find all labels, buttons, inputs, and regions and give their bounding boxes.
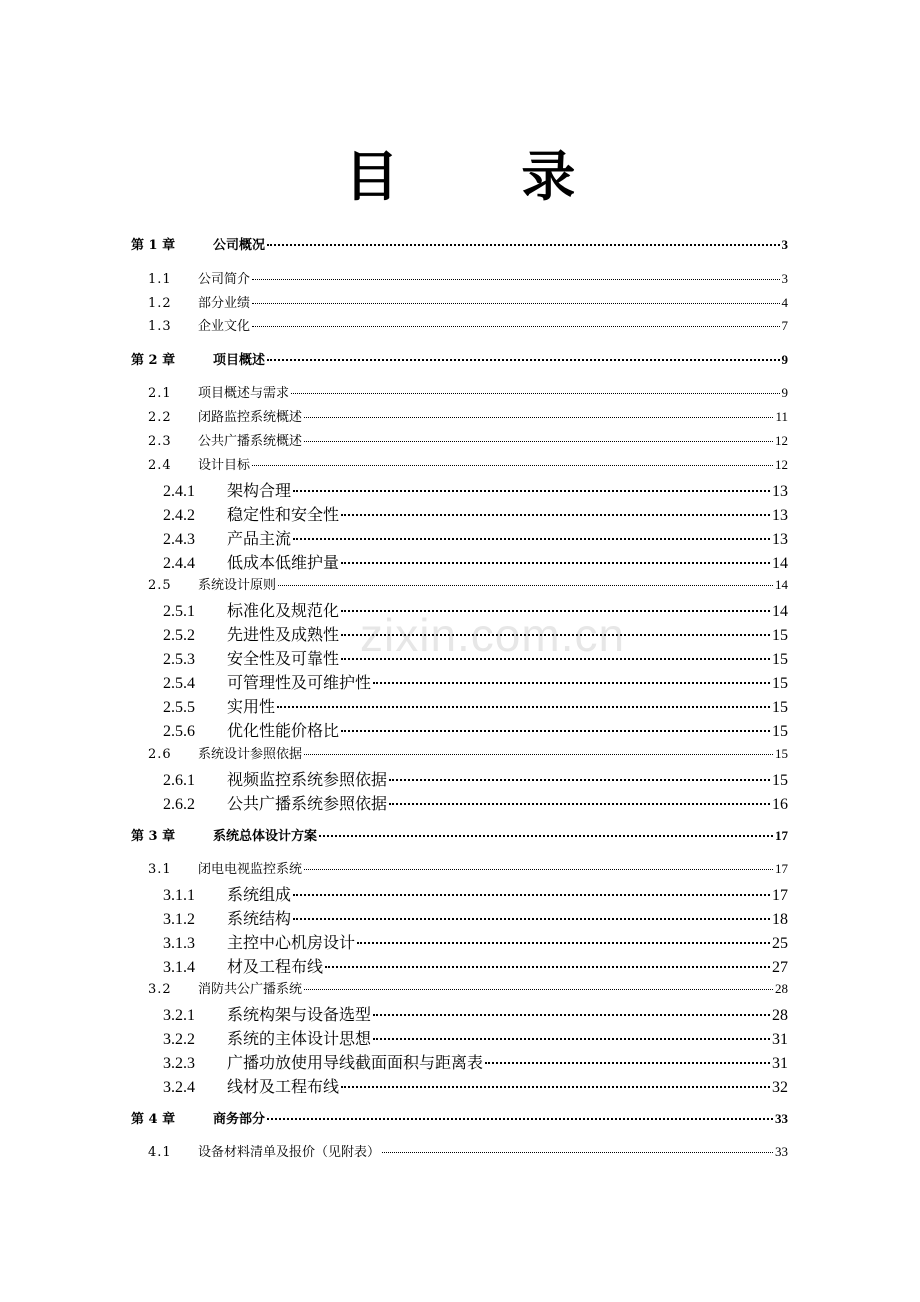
toc-entry-number: 1.2 bbox=[148, 296, 172, 311]
toc-entry[interactable] bbox=[163, 906, 788, 929]
toc-entry-title: 设计目标 bbox=[198, 458, 251, 473]
toc-entry-number: 2.5.4 bbox=[163, 675, 195, 692]
toc-entry-page: 4 bbox=[781, 295, 788, 310]
toc-entry-title: 标准化及规范化 bbox=[227, 601, 340, 620]
toc-entry[interactable] bbox=[163, 930, 788, 953]
toc-entry-page: 9 bbox=[781, 385, 788, 400]
toc-entry[interactable] bbox=[163, 670, 788, 693]
toc-entry-page: 13 bbox=[772, 507, 788, 524]
toc-leader-dots bbox=[304, 417, 773, 418]
toc-entry-title: 消防共公广播系统 bbox=[198, 982, 303, 997]
toc-entry[interactable] bbox=[148, 268, 788, 287]
toc-leader-dots bbox=[389, 779, 770, 781]
toc-leader-dots bbox=[293, 918, 770, 920]
toc-entry-title: 广播功放使用导线截面面积与距离表 bbox=[227, 1053, 484, 1072]
toc-entry-title: 视频监控系统参照依据 bbox=[227, 770, 388, 789]
toc-entry-title: 公共广播系统参照依据 bbox=[227, 794, 388, 813]
toc-entry-page: 25 bbox=[772, 935, 788, 952]
toc-entry-number: 2.3 bbox=[148, 434, 172, 449]
toc-entry-number: 3.2.4 bbox=[163, 1079, 195, 1096]
toc-entry-title: 系统结构 bbox=[227, 909, 292, 928]
toc-entry-number: 2.5.1 bbox=[163, 603, 195, 620]
toc-entry[interactable] bbox=[163, 767, 788, 790]
toc-entry-title: 线材及工程布线 bbox=[227, 1077, 340, 1096]
toc-entry-page: 15 bbox=[772, 675, 788, 692]
toc-entry-title: 系统组成 bbox=[227, 885, 292, 904]
toc-entry[interactable] bbox=[163, 791, 788, 814]
toc-entry-number: 2.1 bbox=[148, 386, 172, 401]
toc-entry[interactable] bbox=[148, 858, 788, 877]
toc-leader-dots bbox=[389, 803, 770, 805]
toc-entry[interactable] bbox=[148, 574, 788, 593]
toc-entry-title: 系统的主体设计思想 bbox=[227, 1029, 372, 1048]
toc-entry-title: 先进性及成熟性 bbox=[227, 625, 340, 644]
toc-entry[interactable] bbox=[163, 954, 788, 977]
toc-entry-page: 9 bbox=[781, 352, 788, 367]
toc-entry[interactable] bbox=[148, 978, 788, 997]
toc-leader-dots bbox=[382, 1152, 773, 1153]
toc-entry[interactable] bbox=[148, 454, 788, 473]
toc-entry-page: 15 bbox=[772, 699, 788, 716]
toc-leader-dots bbox=[341, 1086, 770, 1088]
toc-entry-number: 2.6 bbox=[148, 747, 172, 762]
toc-entry-number: 第 3 章 bbox=[131, 829, 176, 844]
toc-entry[interactable] bbox=[148, 292, 788, 311]
toc-entry-number: 4.1 bbox=[148, 1145, 172, 1160]
toc-entry-title: 系统设计原则 bbox=[198, 578, 277, 593]
toc-leader-dots bbox=[341, 730, 770, 732]
toc-entry[interactable] bbox=[163, 526, 788, 549]
toc-entry-page: 17 bbox=[775, 828, 788, 843]
toc-entry-title: 安全性及可靠性 bbox=[227, 649, 340, 668]
toc-entry-page: 14 bbox=[775, 577, 788, 592]
toc-entry[interactable] bbox=[148, 315, 788, 334]
toc-entry[interactable] bbox=[163, 550, 788, 573]
toc-entry-title: 实用性 bbox=[227, 697, 276, 716]
toc-entry[interactable] bbox=[131, 825, 788, 844]
toc-entry[interactable] bbox=[163, 622, 788, 645]
toc-entry-title: 优化性能价格比 bbox=[227, 721, 340, 740]
toc-entry-title: 闭电电视监控系统 bbox=[198, 862, 303, 877]
toc-entry-title: 闭路监控系统概述 bbox=[198, 410, 303, 425]
toc-entry-page: 32 bbox=[772, 1079, 788, 1096]
toc-leader-dots bbox=[252, 465, 773, 466]
toc-entry[interactable] bbox=[163, 1050, 788, 1073]
toc-entry-number: 3.2 bbox=[148, 982, 172, 997]
toc-leader-dots bbox=[373, 1038, 770, 1040]
toc-entry-number: 3.1 bbox=[148, 862, 172, 877]
toc-entry-title: 架构合理 bbox=[227, 481, 292, 500]
toc-entry-page: 16 bbox=[772, 796, 788, 813]
toc-entry-page: 33 bbox=[775, 1111, 788, 1126]
toc-entry[interactable] bbox=[163, 1026, 788, 1049]
toc-entry-page: 31 bbox=[772, 1055, 788, 1072]
toc-entry-title: 可管理性及可维护性 bbox=[227, 673, 372, 692]
toc-entry-number: 2.6.2 bbox=[163, 796, 195, 813]
toc-entry-number: 2.2 bbox=[148, 410, 172, 425]
toc-entry-page: 3 bbox=[781, 237, 788, 252]
toc-entry[interactable] bbox=[163, 646, 788, 669]
toc-leader-dots bbox=[277, 706, 770, 708]
toc-entry-number: 3.2.2 bbox=[163, 1031, 195, 1048]
toc-entry-number: 3.1.1 bbox=[163, 887, 195, 904]
toc-entry-number: 2.4 bbox=[148, 458, 172, 473]
toc-leader-dots bbox=[341, 610, 770, 612]
toc-entry-number: 3.1.4 bbox=[163, 959, 195, 976]
toc-entry[interactable] bbox=[163, 478, 788, 501]
toc-leader-dots bbox=[304, 989, 773, 990]
toc-entry-title: 系统设计参照依据 bbox=[198, 747, 303, 762]
toc-entry-title: 材及工程布线 bbox=[227, 957, 324, 976]
toc-leader-dots bbox=[293, 490, 770, 492]
toc-leader-dots bbox=[267, 359, 779, 361]
toc-entry-number: 3.1.3 bbox=[163, 935, 195, 952]
toc-entry-number: 第 4 章 bbox=[131, 1112, 176, 1127]
toc-entry-page: 14 bbox=[772, 603, 788, 620]
toc-entry-page: 3 bbox=[781, 271, 788, 286]
toc-leader-dots bbox=[485, 1062, 770, 1064]
toc-entry-title: 设备材料清单及报价（见附表） bbox=[198, 1145, 381, 1160]
toc-entry-number: 2.5.6 bbox=[163, 723, 195, 740]
toc-entry[interactable] bbox=[148, 1141, 788, 1160]
toc-entry[interactable] bbox=[163, 1002, 788, 1025]
toc-entry-number: 2.5 bbox=[148, 578, 172, 593]
toc-entry-title: 低成本低维护量 bbox=[227, 553, 340, 572]
toc-entry-page: 15 bbox=[772, 723, 788, 740]
toc-entry-page: 13 bbox=[772, 531, 788, 548]
toc-entry-number: 第 1 章 bbox=[131, 238, 176, 253]
toc-entry-title: 主控中心机房设计 bbox=[227, 933, 356, 952]
toc-entry[interactable] bbox=[148, 382, 788, 401]
toc-entry[interactable] bbox=[131, 349, 788, 368]
toc-entry-page: 15 bbox=[775, 746, 788, 761]
toc-entry-number: 第 2 章 bbox=[131, 353, 176, 368]
toc-leader-dots bbox=[278, 585, 773, 586]
toc-entry-title: 系统总体设计方案 bbox=[213, 829, 318, 844]
toc-entry-number: 2.5.5 bbox=[163, 699, 195, 716]
toc-entry[interactable] bbox=[148, 406, 788, 425]
toc-entry[interactable] bbox=[163, 882, 788, 905]
toc-leader-dots bbox=[267, 1118, 773, 1120]
toc-entry-title: 公共广播系统概述 bbox=[198, 434, 303, 449]
toc-entry-page: 28 bbox=[772, 1007, 788, 1024]
toc-leader-dots bbox=[291, 393, 779, 394]
toc-entry-number: 2.5.3 bbox=[163, 651, 195, 668]
toc-entry[interactable] bbox=[148, 430, 788, 449]
toc-leader-dots bbox=[325, 966, 770, 968]
toc-leader-dots bbox=[293, 538, 770, 540]
toc-entry-title: 商务部分 bbox=[213, 1112, 266, 1127]
toc-entry-title: 系统构架与设备选型 bbox=[227, 1005, 372, 1024]
toc-leader-dots bbox=[304, 869, 773, 870]
toc-entry-page: 15 bbox=[772, 651, 788, 668]
toc-entry[interactable] bbox=[131, 234, 788, 253]
toc-entry[interactable] bbox=[163, 502, 788, 525]
toc-leader-dots bbox=[293, 894, 770, 896]
watermark-text: zixin.com.cn bbox=[360, 609, 626, 661]
toc-entry-number: 1.3 bbox=[148, 319, 172, 334]
toc-entry[interactable] bbox=[163, 718, 788, 741]
toc-leader-dots bbox=[357, 942, 770, 944]
toc-leader-dots bbox=[304, 441, 773, 442]
toc-entry-page: 17 bbox=[775, 861, 788, 876]
toc-entry-page: 11 bbox=[775, 409, 788, 424]
toc-entry-number: 1.1 bbox=[148, 272, 172, 287]
toc-leader-dots bbox=[341, 514, 770, 516]
toc-entry-number: 2.4.3 bbox=[163, 531, 195, 548]
toc-entry-page: 7 bbox=[781, 318, 788, 333]
toc-entry-page: 12 bbox=[775, 457, 788, 472]
toc-entry-title: 稳定性和安全性 bbox=[227, 505, 340, 524]
toc-entry-number: 3.1.2 bbox=[163, 911, 195, 928]
toc-entry-page: 13 bbox=[772, 483, 788, 500]
toc-leader-dots bbox=[341, 634, 770, 636]
toc-entry-number: 2.6.1 bbox=[163, 772, 195, 789]
toc-leader-dots bbox=[252, 303, 779, 304]
toc-leader-dots bbox=[341, 562, 770, 564]
toc-entry-page: 18 bbox=[772, 911, 788, 928]
toc-leader-dots bbox=[373, 1014, 770, 1016]
toc-entry-page: 15 bbox=[772, 772, 788, 789]
toc-entry-number: 2.4.2 bbox=[163, 507, 195, 524]
toc-entry[interactable] bbox=[148, 743, 788, 762]
toc-entry-page: 31 bbox=[772, 1031, 788, 1048]
toc-entry-page: 28 bbox=[775, 981, 788, 996]
toc-entry[interactable] bbox=[163, 1074, 788, 1097]
toc-entry-title: 公司简介 bbox=[198, 272, 251, 287]
toc-leader-dots bbox=[252, 326, 779, 327]
toc-entry-title: 产品主流 bbox=[227, 529, 292, 548]
toc-leader-dots bbox=[304, 754, 773, 755]
toc-entry-title: 企业文化 bbox=[198, 319, 251, 334]
toc-leader-dots bbox=[252, 279, 779, 280]
toc-entry-page: 12 bbox=[775, 433, 788, 448]
toc-entry-title: 部分业绩 bbox=[198, 296, 251, 311]
toc-leader-dots bbox=[373, 682, 770, 684]
toc-leader-dots bbox=[267, 244, 779, 246]
toc-entry[interactable] bbox=[163, 598, 788, 621]
toc-entry-page: 14 bbox=[772, 555, 788, 572]
toc-entry-page: 17 bbox=[772, 887, 788, 904]
toc-entry-number: 2.4.1 bbox=[163, 483, 195, 500]
toc-entry-title: 项目概述 bbox=[213, 353, 266, 368]
page-title: 目 录 bbox=[344, 145, 628, 208]
toc-entry[interactable] bbox=[131, 1108, 788, 1127]
toc-leader-dots bbox=[319, 835, 773, 837]
toc-leader-dots bbox=[341, 658, 770, 660]
toc-entry-number: 3.2.1 bbox=[163, 1007, 195, 1024]
toc-entry-title: 项目概述与需求 bbox=[198, 386, 290, 401]
toc-entry-number: 3.2.3 bbox=[163, 1055, 195, 1072]
toc-entry-page: 15 bbox=[772, 627, 788, 644]
toc-entry-number: 2.4.4 bbox=[163, 555, 195, 572]
toc-entry-page: 33 bbox=[775, 1144, 788, 1159]
toc-entry-number: 2.5.2 bbox=[163, 627, 195, 644]
toc-entry-page: 27 bbox=[772, 959, 788, 976]
toc-entry-title: 公司概况 bbox=[213, 238, 266, 253]
toc-entry[interactable] bbox=[163, 694, 788, 717]
